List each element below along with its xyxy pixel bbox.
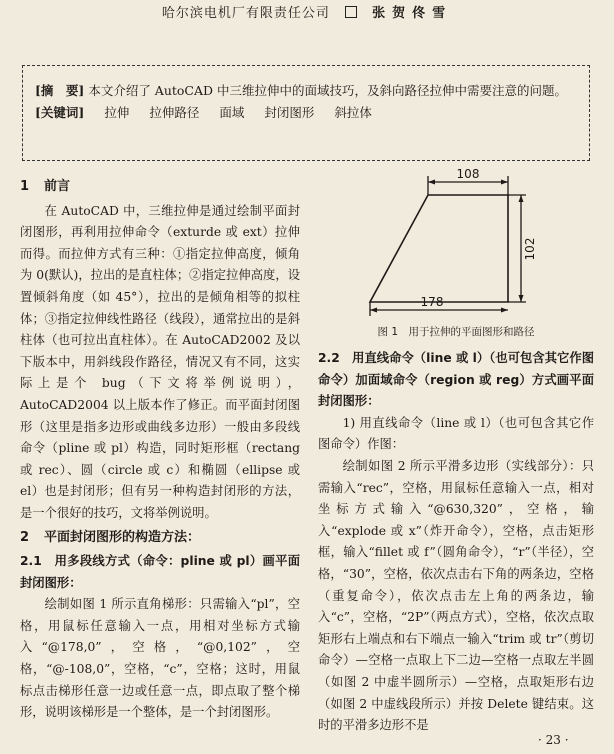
figure-1	[318, 168, 594, 348]
company-name: 哈尔滨电机厂有限责任公司	[161, 6, 330, 21]
author-names: 张贺佟雪	[372, 6, 453, 21]
keyword: 拉伸路径	[149, 105, 200, 120]
section-1-heading	[20, 176, 300, 198]
keyword: 面域	[219, 105, 245, 120]
arrow-icon	[501, 308, 508, 313]
arrow-icon	[519, 295, 524, 302]
arrow-icon	[428, 180, 435, 185]
section-title: 前言	[44, 179, 71, 194]
abstract-text: 本文介绍了 AutoCAD 中三维拉伸中的面域技巧，及斜向路径拉伸中需要注意的问题。	[88, 83, 568, 98]
dimension-label-right: 102	[523, 237, 537, 261]
arrow-icon	[519, 195, 524, 202]
section-number: 2	[20, 529, 30, 545]
section-2-heading	[20, 527, 300, 549]
section-title: 平面封闭图形的构造方法：	[44, 529, 201, 545]
section-number: 1	[20, 179, 30, 194]
keywords-row	[35, 102, 577, 124]
pline-paragraph: 绘制如图 1 所示直角梯形：只需输入“pl”，空格，用鼠标任意输入一点，用相对坐标方式输入“@178,0”，空格，“@0,102”，空格，“@-108,0”，空格，“c”，空格；这时，用鼠标点击梯形任意一边或任意一点，即点取了整个梯形，说明该梯形是一个整体，是一个封闭图形。	[20, 597, 300, 720]
page-number: · 23 ·	[538, 733, 569, 747]
arrow-icon	[501, 180, 508, 185]
keyword: 封闭图形	[264, 105, 315, 120]
keyword: 斜拉体	[334, 105, 372, 120]
abstract-summary	[35, 80, 577, 102]
arrow-icon	[370, 308, 377, 313]
trapezoid-shape	[370, 195, 508, 302]
left-column	[20, 176, 300, 724]
abstract-label: [摘 要]	[35, 83, 85, 98]
keyword: 拉伸	[104, 105, 130, 120]
running-header	[0, 0, 614, 28]
line-command-paragraph: 1) 用直线命令（line 或 l）（也可包含其它作图命令）作图：	[318, 415, 594, 452]
subsection-2-2-heading: 2.2 用直线命令（line 或 l）（也可包含其它作图命令）加面域命令（region 或 reg）方式画平面封闭图形：	[318, 351, 594, 409]
trapezoid-drawing	[318, 168, 594, 324]
intro-paragraph: 在 AutoCAD 中，三维拉伸是通过绘制平面封闭图形，再利用拉伸命令（exturde 或 ext）拉伸而得。而拉伸方式有三种：①指定拉伸高度，倾角为 0(默认)，拉出的是直柱体；②指定拉伸高度，设置倾斜角度（如 45°），拉出的是倾角相等的拟柱体；③指定拉伸线性路径（线段），通常拉出的是斜柱体（也可拉出直柱体）。在 AutoCAD2002 及以下版本中，用斜线段作路径，情况又有不同，这实际上是个 bug（下文将举例说明），AutoCAD2004 以上版本作了修正。而平面封闭图形（这里是指多边形或曲线多边形）一般由多段线命令（pline 或 pl）构造，同时矩形框（rectang 或 rec）、圆（circle 或 c）和椭圆（ellipse 或 el）也是封闭形；但有另一种构造封闭形的方法，是一个很好的技巧，文将举例说明。	[20, 203, 300, 520]
right-column	[318, 348, 594, 737]
figure-caption: 图 1 用于拉伸的平面图形和路径	[377, 326, 535, 338]
subsection-2-1-heading: 2.1 用多段线方式（命令：pline 或 pl）画平面封闭图形：	[20, 554, 300, 590]
keywords-label: [关键词]	[35, 105, 85, 120]
polygon-paragraph: 绘制如图 2 所示平滑多边形（实线部分）：只需输入“rec”，空格，用鼠标任意输入一点，相对坐标方式输入“@630,320”，空格，输入“explode 或 x”（炸开命令），空格，点击矩形框，输入“fillet 或 f”（圆角命令），“r”（半径），空格，“30”，空格，依次点击右下角的两条边，空格（重复命令），依次点击左上角的两条边，输入“c”，空格，“2P”（两点方式），空格，依次点取矩形右上端点和右下端点一输入“trim 或 tr”（剪切命令）—空格一点取上下二边—空格一点取左半圆（如图 2 中虚半圆所示）—空格，点取矩形右边（如图 2 中虚线段所示）并按 Delete 键结束。这时的平滑多边形不是	[318, 458, 594, 733]
separator-box-icon	[345, 6, 357, 18]
abstract-box	[22, 65, 590, 161]
dimension-label-bottom: 178	[420, 295, 444, 309]
dimension-label-top: 108	[456, 168, 480, 181]
